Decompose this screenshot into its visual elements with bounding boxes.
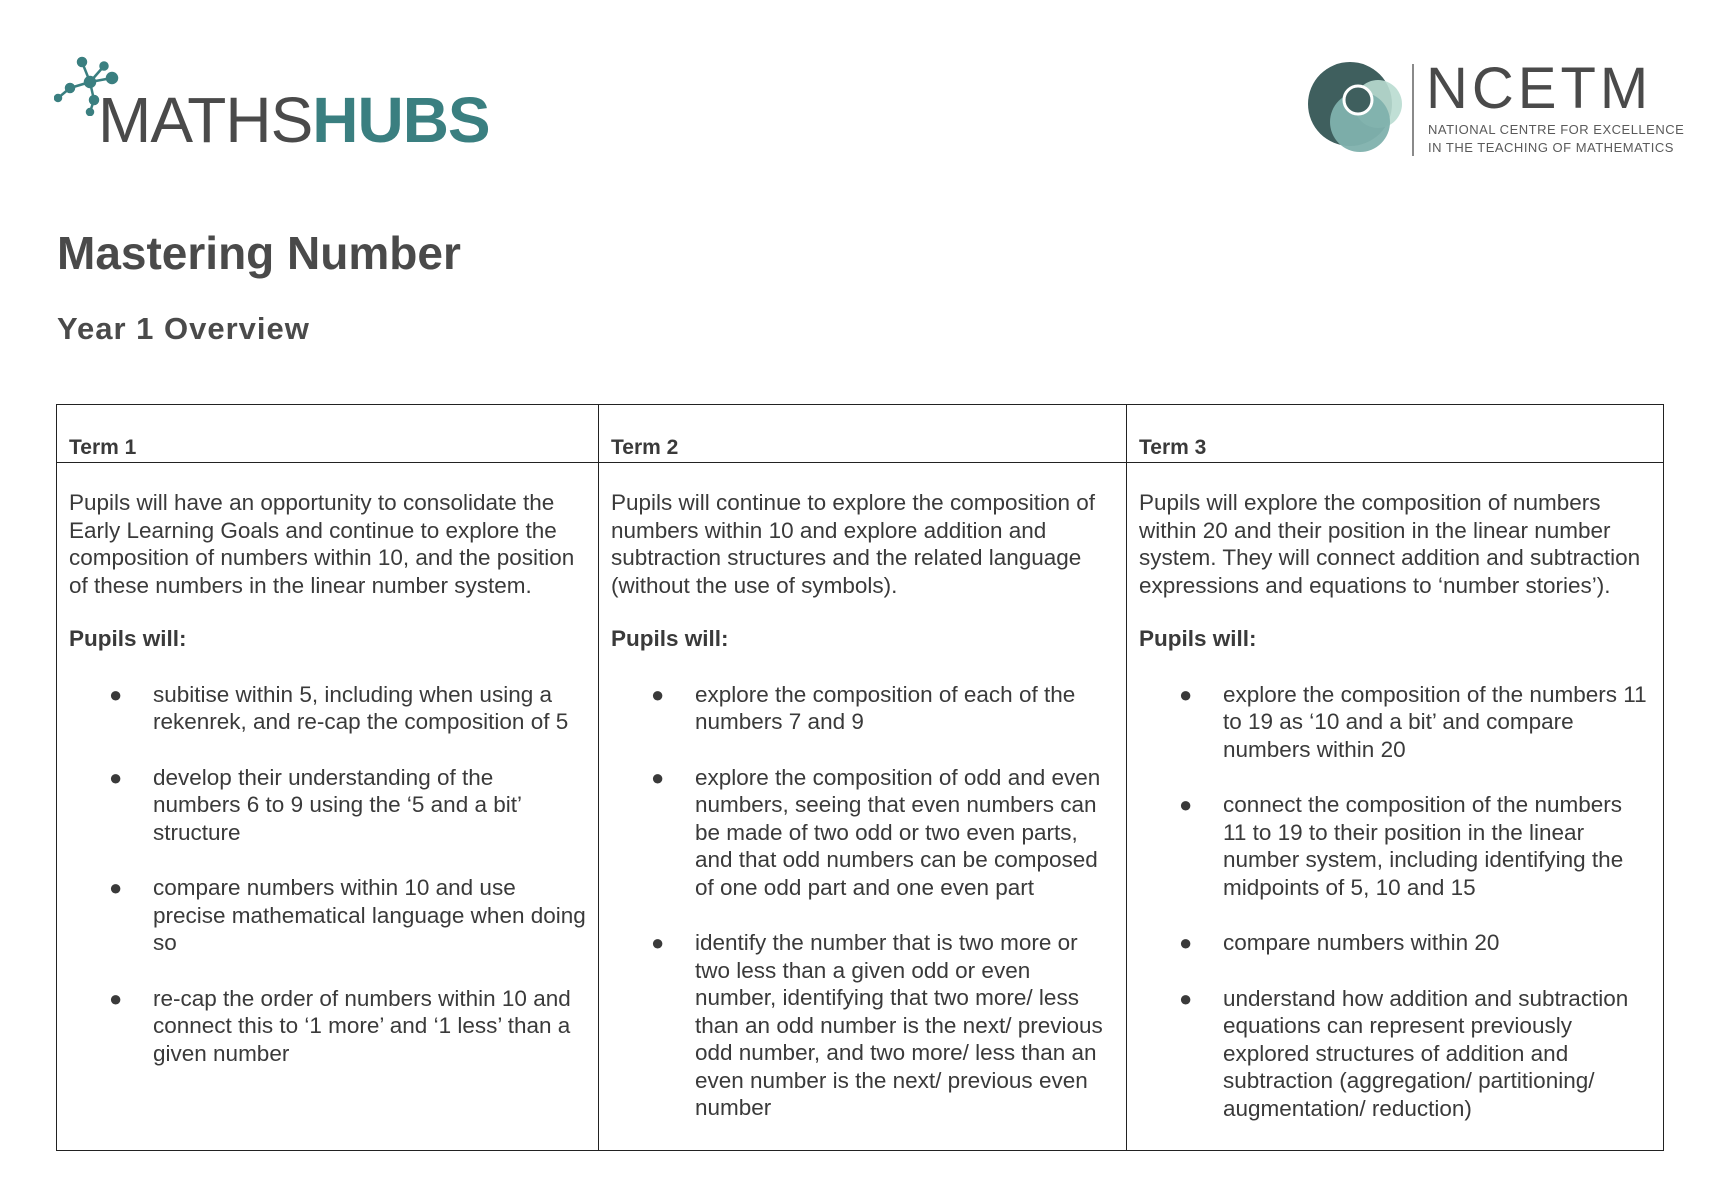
list-item-text: compare numbers within 10 and use precise mathematical language when doing so xyxy=(153,875,586,955)
term-3-intro: Pupils will explore the composition of numbers within 20 and their position in the linear number system. They will connect addition and subtraction expressions and equations to ‘number stories’). xyxy=(1139,490,1641,598)
term-1-cell xyxy=(57,463,599,1151)
list-item-text: connect the composition of the numbers 11 to 19 to their position in the linear number system, including identifying the midpoints of 5, 10 and 15 xyxy=(1223,792,1624,900)
list-item-text: re-cap the order of numbers within 10 and connect this to ‘1 more’ and ‘1 less’ than a given number xyxy=(153,985,571,1066)
term-3-header: Term 3 xyxy=(1127,405,1664,463)
list-item-text: subitise within 5, including when using a rekenrek, and re-cap the composition of 5 xyxy=(153,681,569,734)
table-row xyxy=(57,463,1664,1151)
bullet-icon: ● xyxy=(651,764,665,790)
page-header xyxy=(0,0,1710,190)
term-2-intro: Pupils will continue to explore the composition of numbers within 10 and explore addition and subtraction structures and the related language (without the use of symbols). xyxy=(611,490,1096,598)
list-item xyxy=(1139,791,1651,901)
term-3-pupils-will: Pupils will: xyxy=(1139,626,1257,651)
bullet-icon: ● xyxy=(109,681,123,707)
list-item xyxy=(1139,681,1651,764)
bullet-icon: ● xyxy=(109,875,123,900)
list-item xyxy=(69,874,586,957)
list-item-text: understand how addition and subtraction equations can represent previously explored structures of addition and subtraction (aggregation/ partitioning/ augmentation/ reduction) xyxy=(1223,985,1629,1121)
list-item-text: develop their understanding of the numbers 6 to 9 using the ‘5 and a bit’ structure xyxy=(153,764,522,845)
logo-divider xyxy=(1412,64,1414,156)
mathshubs-wordmark xyxy=(98,84,490,156)
list-item-text: explore the composition of the numbers 11 to 19 as ‘10 and a bit’ and compare numbers within 20 xyxy=(1223,681,1647,762)
list-item xyxy=(611,929,1114,1122)
overlapping-circles-icon xyxy=(1302,60,1412,160)
bullet-icon: ● xyxy=(1179,792,1193,817)
document-title: Mastering Number xyxy=(57,227,461,279)
table-header-row xyxy=(57,405,1664,463)
bullet-icon: ● xyxy=(651,930,665,955)
list-item xyxy=(1139,985,1651,1123)
term-1-pupils-will: Pupils will: xyxy=(69,626,187,651)
ncetm-tagline-line1: NATIONAL CENTRE FOR EXCELLENCE xyxy=(1428,122,1685,137)
term-1-list xyxy=(69,681,586,1068)
term-overview-table xyxy=(56,404,1664,1151)
list-item xyxy=(611,681,1114,736)
term-2-cell xyxy=(599,463,1127,1151)
term-2-pupils-will: Pupils will: xyxy=(611,626,729,651)
term-2-header: Term 2 xyxy=(599,405,1127,463)
ncetm-wordmark: NCETM xyxy=(1426,56,1653,121)
list-item xyxy=(69,985,586,1068)
list-item-text: explore the composition of each of the numbers 7 and 9 xyxy=(695,681,1076,734)
mathshubs-wordmark-maths: MATHS xyxy=(98,84,313,156)
list-item-text: compare numbers within 20 xyxy=(1223,930,1500,955)
mathshubs-logo xyxy=(54,56,490,156)
list-item-text: identify the number that is two more or two less than a given odd or even number, identifying that two more/ less than an odd number is the next/ previous odd number, and two more/ less than an even number is the next/ previous even number xyxy=(695,930,1103,1120)
bullet-icon: ● xyxy=(1179,985,1193,1011)
list-item xyxy=(69,764,586,847)
term-1-header: Term 1 xyxy=(57,405,599,463)
ncetm-tagline-line2: IN THE TEACHING OF MATHEMATICS xyxy=(1428,140,1674,155)
ncetm-logo xyxy=(1302,56,1685,160)
term-3-list xyxy=(1139,681,1651,1123)
list-item xyxy=(611,764,1114,902)
list-item xyxy=(1139,929,1651,957)
list-item-text: explore the composition of odd and even numbers, seeing that even numbers can be made of two odd or two even parts, and that odd numbers can be composed of one odd part and one even part xyxy=(695,764,1101,900)
document-subtitle: Year 1 Overview xyxy=(57,311,310,346)
term-1-intro: Pupils will have an opportunity to consolidate the Early Learning Goals and continue to explore the composition of numbers within 10, and the position of these numbers in the linear number system. xyxy=(69,490,575,598)
term-3-cell xyxy=(1127,463,1664,1151)
bullet-icon: ● xyxy=(1179,930,1193,955)
list-item xyxy=(69,681,586,736)
bullet-icon: ● xyxy=(109,764,123,790)
mathshubs-wordmark-hubs: HUBS xyxy=(312,84,490,156)
bullet-icon: ● xyxy=(651,681,665,707)
term-2-list xyxy=(611,681,1114,1122)
bullet-icon: ● xyxy=(109,985,123,1011)
bullet-icon: ● xyxy=(1179,681,1193,707)
